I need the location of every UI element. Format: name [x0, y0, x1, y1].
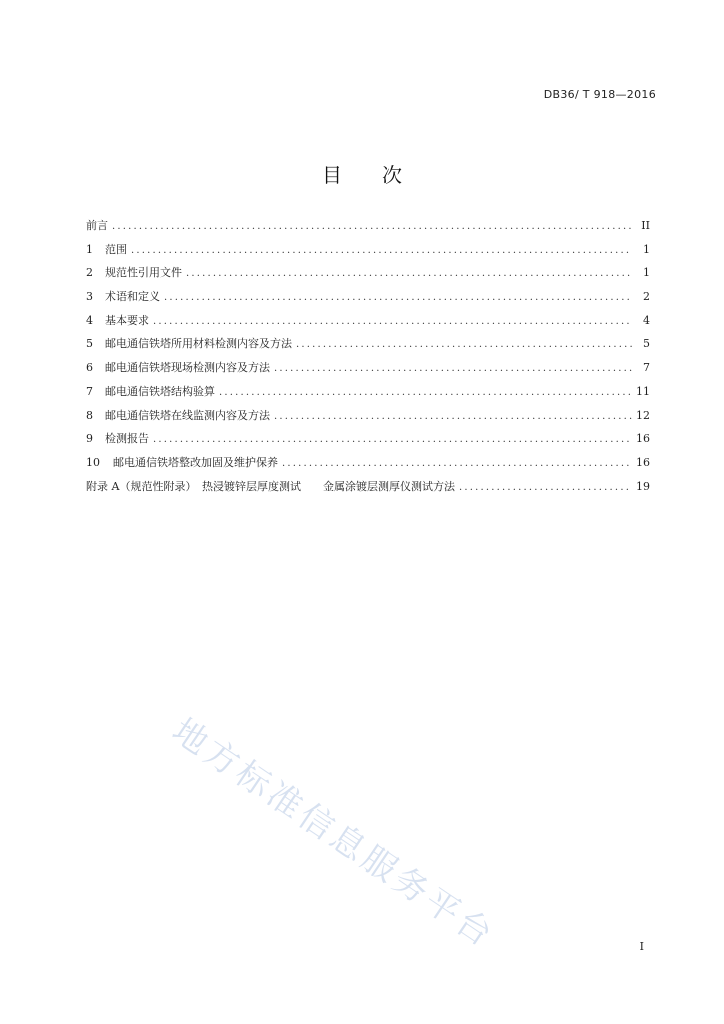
toc-entry-label: 术语和定义	[105, 290, 160, 304]
toc-entry-9[interactable]	[86, 431, 650, 455]
toc-entry-label: 基本要求	[105, 313, 149, 327]
watermark-text: 地方标准信息服务平台	[164, 710, 503, 957]
toc-leader-dots	[296, 337, 632, 353]
toc-entry-5[interactable]	[86, 336, 650, 360]
toc-entry-number: 9	[86, 432, 93, 446]
toc-leader-dots	[274, 361, 632, 377]
toc-leader-dots	[186, 266, 632, 282]
toc-entry-page: 11	[636, 384, 650, 398]
toc-entry-page: 2	[643, 290, 650, 304]
toc-entry-1[interactable]	[86, 242, 650, 266]
toc-entry-number: 4	[86, 313, 93, 327]
toc-entry-appendix-a[interactable]	[86, 479, 650, 503]
toc-leader-dots	[153, 432, 632, 448]
toc-leader-dots	[219, 385, 632, 401]
toc-entry-number: 10	[86, 455, 100, 469]
toc-entry-page: 1	[643, 266, 650, 280]
toc-title-char-2: 次	[382, 163, 402, 187]
toc-entry-page: II	[641, 219, 650, 232]
toc-entry-10[interactable]	[86, 455, 650, 479]
toc-entry-label: 邮电通信铁塔整改加固及维护保养	[113, 455, 278, 469]
toc-leader-dots	[164, 290, 632, 306]
toc-entry-page: 19	[636, 479, 650, 493]
toc-entry-page: 7	[643, 361, 650, 375]
toc-entry-label: 检测报告	[105, 432, 149, 446]
page-number: I	[639, 940, 644, 953]
toc-leader-dots	[274, 409, 632, 425]
toc-title-char-1: 目	[322, 163, 342, 187]
toc-leader-dots	[459, 480, 632, 496]
toc-entry-page: 1	[643, 242, 650, 256]
toc-title	[0, 159, 724, 188]
toc-entry-label: 邮电通信铁塔在线监测内容及方法	[105, 408, 270, 422]
toc-entry-number: 1	[86, 242, 93, 256]
toc-entry-foreword[interactable]	[86, 218, 650, 242]
toc-entry-page: 16	[636, 432, 650, 446]
table-of-contents	[86, 218, 650, 502]
toc-leader-dots	[153, 314, 632, 330]
toc-entry-page: 16	[636, 455, 650, 469]
toc-entry-number: 2	[86, 266, 93, 280]
toc-entry-7[interactable]	[86, 384, 650, 408]
toc-entry-label: 范围	[105, 242, 127, 256]
toc-entry-label: 前言	[86, 219, 108, 232]
toc-entry-number: 6	[86, 361, 93, 375]
toc-entry-3[interactable]	[86, 289, 650, 313]
toc-entry-page: 4	[643, 313, 650, 327]
toc-entry-6[interactable]	[86, 360, 650, 384]
toc-entry-number: 8	[86, 408, 93, 422]
toc-entry-label: 邮电通信铁塔所用材料检测内容及方法	[105, 337, 292, 351]
toc-entry-label: 规范性引用文件	[105, 266, 182, 280]
toc-entry-8[interactable]	[86, 408, 650, 432]
toc-entry-page: 5	[643, 337, 650, 351]
toc-entry-label: 邮电通信铁塔结构验算	[105, 384, 215, 398]
toc-entry-number: 5	[86, 337, 93, 351]
toc-entry-page: 12	[636, 408, 650, 422]
toc-entry-number: 3	[86, 290, 93, 304]
toc-leader-dots	[112, 219, 632, 235]
standard-code: DB36/ T 918—2016	[543, 88, 656, 101]
toc-leader-dots	[282, 456, 632, 472]
toc-entry-4[interactable]	[86, 313, 650, 337]
toc-entry-2[interactable]	[86, 265, 650, 289]
toc-entry-label: 邮电通信铁塔现场检测内容及方法	[105, 361, 270, 375]
toc-entry-number: 7	[86, 384, 93, 398]
toc-entry-label: 附录 A（规范性附录） 热浸镀锌层厚度测试 金属涂镀层测厚仪测试方法	[86, 479, 455, 493]
toc-leader-dots	[131, 243, 632, 259]
